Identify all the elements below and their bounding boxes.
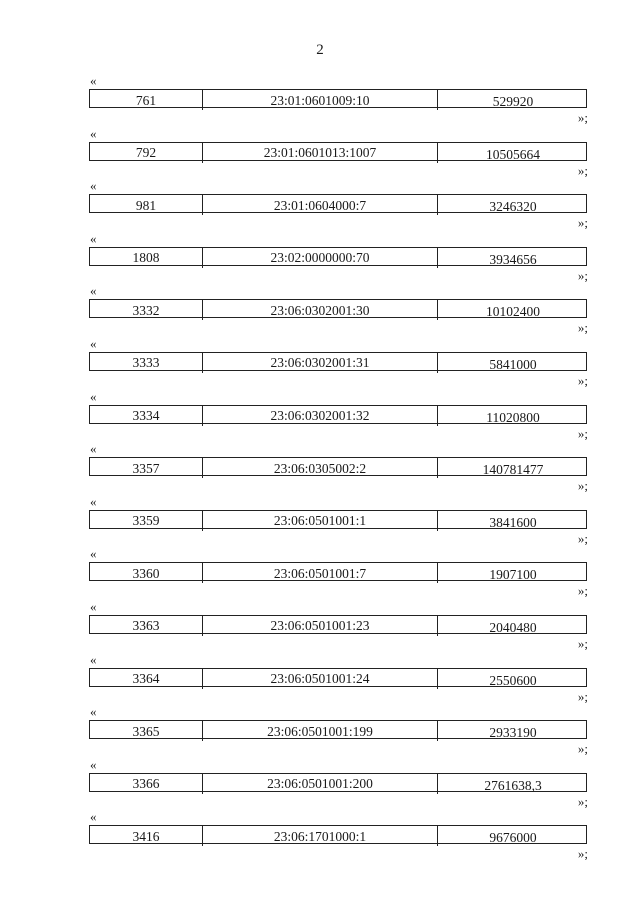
opening-quote: « [90,230,97,246]
closing-quote: »; [577,372,588,388]
table-row [89,825,587,844]
closing-quote: »; [577,162,588,178]
closing-quote: »; [577,478,588,494]
cadastral-number: 23:06:0501001:1 [202,511,437,531]
row-number: 3365 [132,723,160,739]
table-row [89,194,587,213]
opening-quote: « [90,441,97,457]
row-number: 3332 [132,302,160,318]
cadastral-number: 23:06:1701000:1 [202,826,437,846]
closing-quote: »; [577,688,588,704]
page-number: 2 [316,42,324,58]
closing-quote: »; [577,846,588,862]
cadastral-number: 23:06:0302001:31 [202,353,437,373]
cadastral-number: 23:06:0302001:30 [202,300,437,320]
table-row [89,668,587,687]
cadastral-value: 10505664 [437,143,588,163]
table-row [89,142,587,161]
closing-quote: »; [577,320,588,336]
opening-quote: « [90,651,97,667]
opening-quote: « [90,283,97,299]
opening-quote: « [90,73,97,88]
table-entry [0,127,640,180]
cadastral-number: 23:06:0501001:24 [202,669,437,689]
cadastral-value: 140781477 [437,458,588,478]
row-number: 792 [135,145,157,161]
row-number: 761 [135,92,157,108]
table-entry [0,232,640,285]
opening-quote: « [90,178,97,194]
row-number: 3366 [132,776,160,792]
closing-quote: »; [577,110,588,125]
table-row [89,510,587,529]
cadastral-number: 23:06:0305002:2 [202,458,437,478]
table-row [89,457,587,476]
cadastral-value: 10102400 [437,300,588,320]
closing-quote: »; [577,741,588,757]
cadastral-value: 11020800 [437,406,588,426]
table-row [89,89,587,108]
table-row [89,352,587,371]
row-number: 3357 [132,460,160,476]
row-number: 3333 [132,355,160,371]
cadastral-value: 9676000 [437,826,588,846]
amendment-entries [0,74,640,863]
cadastral-value: 2040480 [437,616,588,636]
cadastral-number: 23:06:0302001:32 [202,406,437,426]
opening-quote: « [90,335,97,351]
table-row [89,247,587,266]
closing-quote: »; [577,793,588,809]
cadastral-value: 2550600 [437,669,588,689]
table-entry [0,442,640,495]
cadastral-value: 2761638,3 [437,774,588,794]
row-number: 3416 [132,828,160,844]
opening-quote: « [90,546,97,562]
row-number: 3360 [132,565,160,581]
cadastral-number: 23:01:0601013:1007 [202,143,437,163]
table-row [89,405,587,424]
row-number: 981 [135,197,157,213]
table-row [89,562,587,581]
table-entry [0,547,640,600]
opening-quote: « [90,756,97,772]
row-number: 1808 [132,250,160,266]
table-entry [0,705,640,758]
cadastral-value: 1907100 [437,563,588,583]
cadastral-value: 529920 [437,90,588,110]
table-entry [0,653,640,706]
cadastral-number: 23:01:0601009:10 [202,90,437,110]
closing-quote: »; [577,583,588,599]
row-number: 3359 [132,513,160,529]
table-row [89,299,587,318]
table-row [89,773,587,792]
cadastral-number: 23:01:0604000:7 [202,195,437,215]
opening-quote: « [90,388,97,404]
opening-quote: « [90,493,97,509]
table-entry [0,758,640,811]
opening-quote: « [90,598,97,614]
opening-quote: « [90,809,97,825]
cadastral-number: 23:06:0501001:7 [202,563,437,583]
table-entry [0,284,640,337]
row-number: 3364 [132,671,160,687]
cadastral-value: 2933190 [437,721,588,741]
row-number: 3334 [132,408,160,424]
table-entry [0,337,640,390]
table-entry [0,390,640,443]
cadastral-number: 23:02:0000000:70 [202,248,437,268]
closing-quote: »; [577,425,588,441]
table-row [89,615,587,634]
table-entry [0,810,640,863]
closing-quote: »; [577,635,588,651]
closing-quote: »; [577,215,588,231]
cadastral-number: 23:06:0501001:199 [202,721,437,741]
table-entry [0,495,640,548]
cadastral-number: 23:06:0501001:200 [202,774,437,794]
cadastral-value: 3841600 [437,511,588,531]
cadastral-value: 3246320 [437,195,588,215]
opening-quote: « [90,125,97,141]
table-entry [0,179,640,232]
cadastral-number: 23:06:0501001:23 [202,616,437,636]
cadastral-value: 3934656 [437,248,588,268]
table-entry [0,600,640,653]
table-entry [0,74,640,127]
opening-quote: « [90,704,97,720]
closing-quote: »; [577,530,588,546]
row-number: 3363 [132,618,160,634]
cadastral-value: 5841000 [437,353,588,373]
table-row [89,720,587,739]
closing-quote: »; [577,267,588,283]
